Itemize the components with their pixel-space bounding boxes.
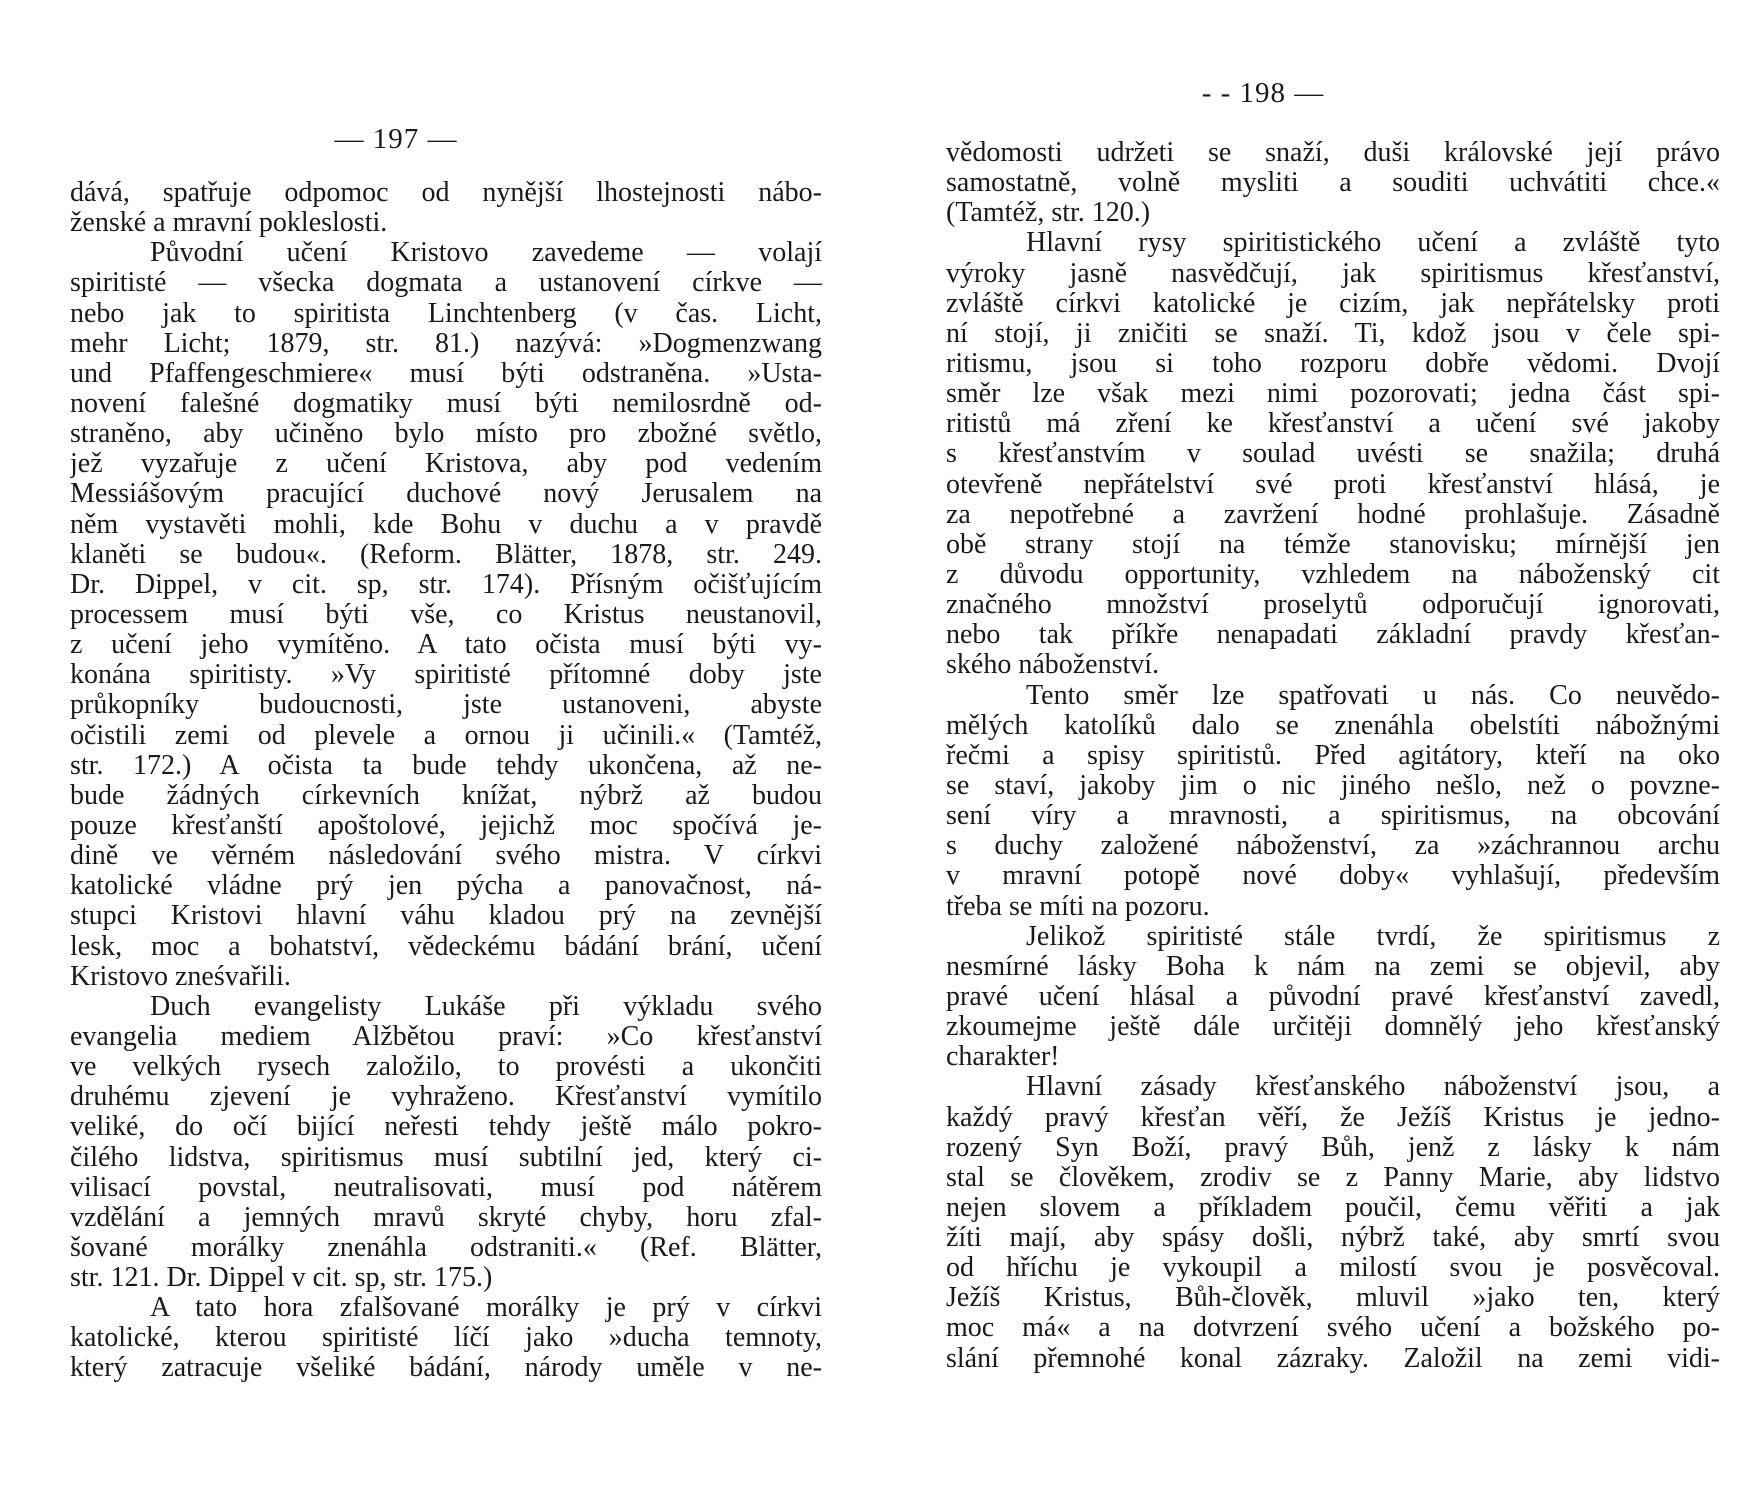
text-line: klaněti se budou«. (Reform. Blätter, 1878, str. 249. xyxy=(70,539,822,570)
text-line: charakter! xyxy=(946,1042,1060,1073)
text-line: mehr Licht; 1879, str. 81.) nazývá: »Dogmenzwang xyxy=(70,328,822,359)
text-line: Messiášovým pracující duchové nový Jerusalem na xyxy=(70,479,822,510)
text-line: otevřeně nepřátelství své proti křesťanství hlásá, je xyxy=(946,469,1720,500)
text-line: obě strany stojí na témže stanovisku; mírnější jen xyxy=(946,529,1720,560)
text-line: dině ve věrném následování svého mistra. V církvi xyxy=(70,841,822,872)
text-line: nesmírné lásky Boha k nám na zemi se objevil, aby xyxy=(946,951,1720,982)
text-line: vilisací povstal, neutralisovati, musí pod nátěrem xyxy=(70,1172,822,1203)
text-line: Jelikož spiritisté stále tvrdí, že spiritismus z xyxy=(1026,921,1720,952)
text-line: und Pfaffengeschmiere« musí býti odstraněna. »Usta- xyxy=(70,358,822,389)
text-line: novení falešné dogmatiky musí býti nemilosrdně od- xyxy=(70,388,822,419)
text-line: konána spiritisty. »Vy spiritisté přítomné doby jste xyxy=(70,660,822,691)
text-line: se staví, jakoby jim o nic jiného nešlo, než o povzne- xyxy=(946,770,1720,801)
text-line: ve velkých rysech založilo, to provésti a ukončiti xyxy=(70,1052,822,1083)
text-line: evangelia mediem Alžbětou praví: »Co křesťanství xyxy=(70,1021,822,1052)
text-line: zkoumejme ještě dále určitěji domnělý jeho křesťanský xyxy=(946,1012,1720,1043)
text-line: šované morálky znenáhla odstraniti.« (Ref. Blätter, xyxy=(70,1232,822,1263)
text-line: Duch evangelisty Lukáše při výkladu svého xyxy=(150,991,822,1022)
text-line: něm vystavěti mohli, kde Bohu v duchu a v pravdě xyxy=(70,509,822,540)
text-line: z důvodu opportunity, vzhledem na náboženský cit xyxy=(946,559,1720,590)
text-line: Ježíš Kristus, Bůh-člověk, mluvil »jako ten, který xyxy=(946,1283,1720,1314)
text-line: třeba se míti na pozoru. xyxy=(946,891,1210,922)
text-line: samostatně, volně mysliti a souditi uchvátiti chce.« xyxy=(946,168,1720,199)
text-line: který zatracuje všeliké bádání, národy uměle v ne- xyxy=(70,1353,822,1384)
text-line: ritistů má zření ke křesťanství a učení své jakoby xyxy=(946,409,1720,440)
text-line: slání přemnohé konal zázraky. Založil na zemi vidi- xyxy=(946,1343,1720,1374)
text-line: rozený Syn Boží, pravý Bůh, jenž z lásky k nám xyxy=(946,1132,1720,1163)
text-line: A tato hora zfalšované morálky je prý v církvi xyxy=(150,1293,822,1324)
right-page-text xyxy=(946,138,1720,1374)
text-line: nebo jak to spiritista Linchtenberg (v čas. Licht, xyxy=(70,298,822,329)
text-line: katolické, kterou spiritisté líčí jako »ducha temnoty, xyxy=(70,1323,822,1354)
text-line: s duchy založené náboženství, za »záchrannou archu xyxy=(946,831,1720,862)
text-line: směr lze však mezi nimi pozorovati; jedna část spi- xyxy=(946,379,1720,410)
text-line: Tento směr lze spatřovati u nás. Co neuvědo- xyxy=(1026,680,1720,711)
text-line: ní stojí, ji zničiti se snaží. Ti, kdož jsou v čele spi- xyxy=(946,318,1720,349)
text-line: dává, spatřuje odpomoc od nynější lhostejnosti nábo- xyxy=(70,178,822,208)
text-line: lesk, moc a bohatství, vědeckému bádání brání, učení xyxy=(70,931,822,962)
text-line: v mravní potopě nové doby« vyhlašují, především xyxy=(946,861,1720,892)
text-line: výroky jasně nasvědčují, jak spiritismus křesťanství, xyxy=(946,258,1720,289)
text-line: mělých katolíků dalo se znenáhla obelstíti nábožnými xyxy=(946,710,1720,741)
text-line: straněno, aby učiněno bylo místo pro zbožné světlo, xyxy=(70,419,822,450)
text-line: str. 172.) A očista ta bude tehdy ukončena, až ne- xyxy=(70,750,822,781)
text-line: katolické vládne prý jen pýcha a panovačnost, ná- xyxy=(70,871,822,902)
text-line: Původní učení Kristovo zavedeme — volají xyxy=(150,238,822,269)
text-line: spiritisté — všecka dogmata a ustanovení církve — xyxy=(70,268,822,299)
text-line: nejen slovem a příkladem poučil, čemu věřiti a jak xyxy=(946,1192,1720,1223)
text-line: ženské a mravní pokleslosti. xyxy=(70,208,388,239)
page-number-right: - - 198 — xyxy=(1201,77,1325,109)
text-line: žíti mají, aby spásy došli, nýbrž také, aby smrtí svou xyxy=(946,1223,1720,1254)
text-line: značného množství proselytů odporučují ignorovati, xyxy=(946,590,1720,621)
text-line: vědomosti udržeti se snaží, duši královské její právo xyxy=(946,138,1720,168)
text-line: stal se člověkem, zrodiv se z Panny Marie, aby lidstvo xyxy=(946,1162,1720,1193)
text-line: Dr. Dippel, v cit. sp, str. 174). Přísným očišťujícím xyxy=(70,569,822,600)
left-page-text xyxy=(70,178,822,1384)
page-number-left: — 197 — xyxy=(334,123,458,155)
text-line: od hříchu je vykoupil a milostí svou je posvěcoval. xyxy=(946,1253,1720,1284)
text-line: řečmi a spisy spiritistů. Před agitátory, kteří na oko xyxy=(946,740,1720,771)
text-line: str. 121. Dr. Dippel v cit. sp, str. 175.) xyxy=(70,1263,493,1294)
text-line: zvláště církvi katolické je cizím, jak nepřátelsky proti xyxy=(946,288,1720,319)
text-line: ritismu, jsou si toho rozporu dobře vědomi. Dvojí xyxy=(946,348,1720,379)
text-line: nebo tak příkře nenapadati základní pravdy křesťan- xyxy=(946,620,1720,651)
text-line: processem musí býti vše, co Kristus neustanovil, xyxy=(70,599,822,630)
text-line: jež vyzařuje z učení Kristova, aby pod vedením xyxy=(70,449,822,480)
text-line: Hlavní zásady křesťanského náboženství jsou, a xyxy=(1026,1072,1720,1103)
text-line: každý pravý křesťan věří, že Ježíš Kristus je jedno- xyxy=(946,1102,1720,1133)
text-line: Hlavní rysy spiritistického učení a zvláště tyto xyxy=(1026,228,1720,259)
text-line: průkopníky budoucnosti, jste ustanoveni, abyste xyxy=(70,690,822,721)
text-line: Kristovo zneśvařili. xyxy=(70,961,291,992)
text-line: za nepotřebné a zavržení hodné prohlašuje. Zásadně xyxy=(946,499,1720,530)
text-line: z učení jeho vymítěno. A tato očista musí býti vy- xyxy=(70,630,822,661)
text-line: druhému zjevení je vyhraženo. Křesťanství vymítilo xyxy=(70,1082,822,1113)
text-line: bude žádných církevních knížat, nýbrž až budou xyxy=(70,780,822,811)
text-line: stupci Kristovi hlavní váhu kladou prý na zevnější xyxy=(70,901,822,932)
text-line: čilého lidstva, spiritismus musí subtilní jed, který ci- xyxy=(70,1142,822,1173)
text-line: moc má« a na dotvrzení svého učení a božského po- xyxy=(946,1313,1720,1344)
text-line: s křesťanstvím v soulad uvésti se snažila; druhá xyxy=(946,439,1720,470)
text-line: (Tamtéž, str. 120.) xyxy=(946,198,1151,229)
text-line: pravé učení hlásal a původní pravé křesťanství zavedl, xyxy=(946,981,1720,1012)
text-line: pouze křesťanští apoštolové, jejichž moc spočívá je- xyxy=(70,810,822,841)
text-line: veliké, do očí bijící neřesti tehdy ještě málo pokro- xyxy=(70,1112,822,1143)
text-line: vzdělání a jemných mravů skryté chyby, horu zfal- xyxy=(70,1202,822,1233)
text-line: očistili zemi od plevele a ornou ji učinili.« (Tamtéž, xyxy=(70,720,822,751)
text-line: ského náboženství. xyxy=(946,650,1160,681)
text-line: sení víry a mravnosti, a spiritismus, na obcování xyxy=(946,801,1720,832)
